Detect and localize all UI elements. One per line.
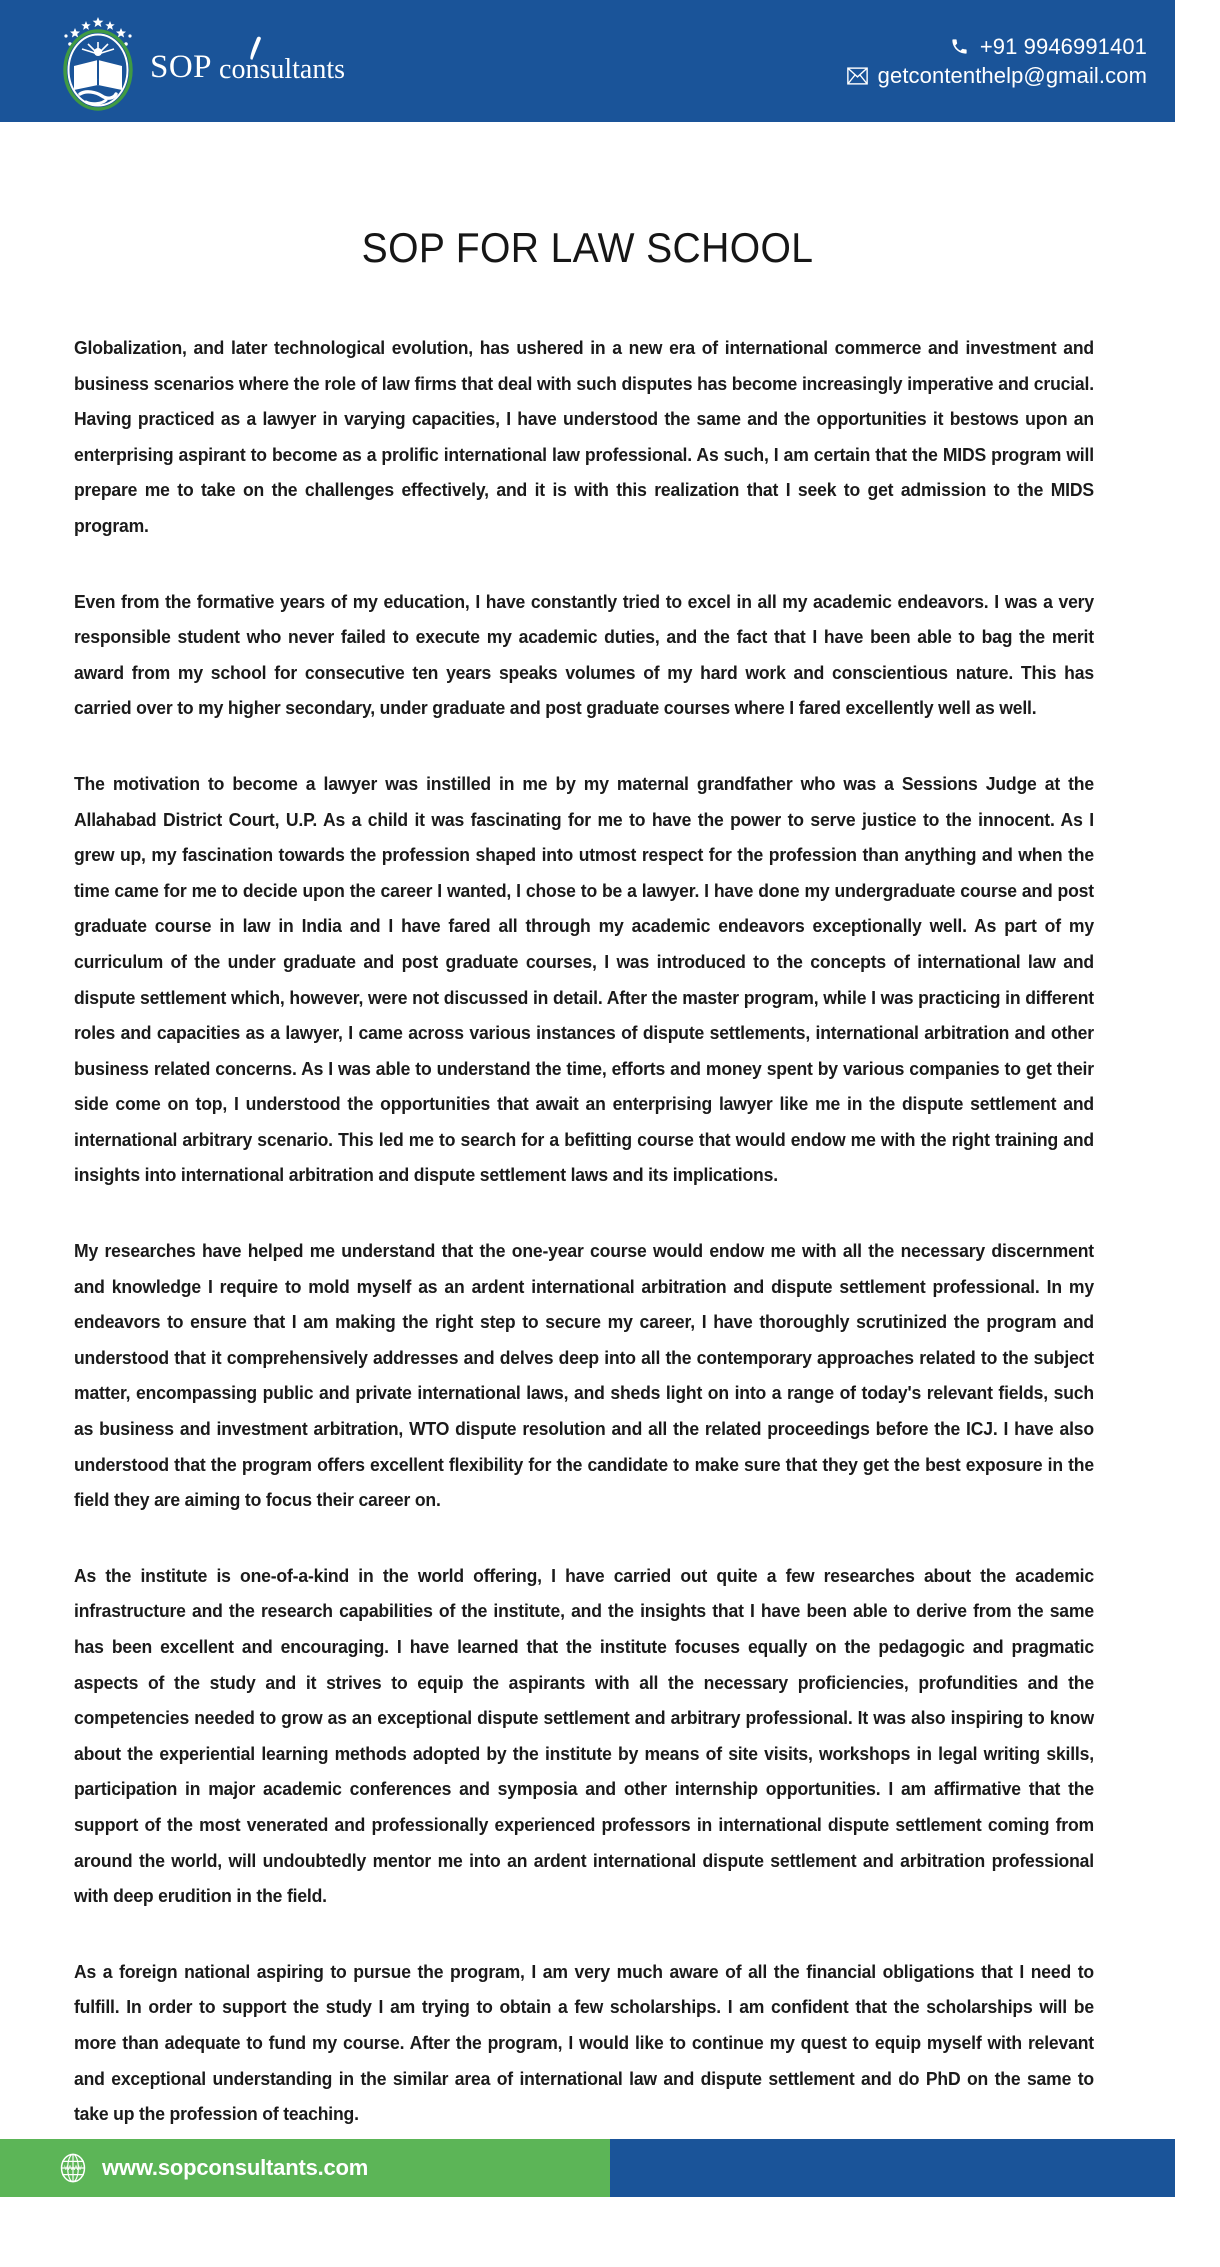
header-contacts <box>847 31 1147 92</box>
contact-email-label: getcontenthelp@gmail.com <box>877 62 1147 88</box>
brand-name-primary: SOP <box>150 48 213 85</box>
contact-email[interactable] <box>847 63 1147 89</box>
phone-icon <box>949 36 971 58</box>
brand-wordmark <box>150 48 346 85</box>
paragraph: My researches have helped me understand that the one-year course would endow me with all the necessary discernment and knowledge I require to mold myself as an ardent international arbitration and dispute settlement professional. In my endeavors to ensure that I am making the right step to secure my career, I have thoroughly scrutinized the program and understood that it comprehensively addresses and delves deep into all the contemporary approaches related to the subject matter, encompassing public and private international laws, and sheds light on into a range of today's relevant fields, such as business and investment arbitration, WTO dispute resolution and all the related proceedings before the ICJ. I have also understood that the program offers excellent flexibility for the candidate to make sure that they get the best exposure in the field they are aiming to focus their career on. <box>74 1240 1094 1511</box>
paragraph: As a foreign national aspiring to pursue the program, I am very much aware of all the financial obligations that I need to fulfill. In order to support the study I am trying to obtain a few scholarships. I am confident that the scholarships will be more than adequate to fund my course. After the program, I would like to continue my quest to equip myself with relevant and exceptional understanding in the similar area of international law and dispute settlement and do PhD on the same to take up the profession of teaching. <box>74 1960 1094 2125</box>
footer-website-bar <box>0 2139 610 2197</box>
globe-www-icon <box>58 2153 88 2183</box>
footer-website-label[interactable]: www.sopconsultants.com <box>102 2155 369 2180</box>
contact-phone[interactable] <box>847 34 1147 60</box>
brand-lockup <box>56 10 345 112</box>
page-title: SOP FOR LAW SCHOOL <box>361 224 814 272</box>
paragraph: Globalization, and later technological evolution, has ushered in a new era of international commerce and investment and business scenarios where the role of law firms that deal with such disputes has become increasingly imperative and crucial. Having practiced as a lawyer in varying capacities, I have understood the same and the opportunities it bestows upon an enterprising aspirant to become as a prolific international law professional. As such, I am certain that the MIDS program will prepare me to take on the challenges effectively, and it is with this realization that I seek to get admission to the MIDS program. <box>74 337 1094 536</box>
svg-text:WWW: WWW <box>64 2165 82 2173</box>
paragraph: As the institute is one-of-a-kind in the world offering, I have carried out quite a few researches about the academic infrastructure and the research capabilities of the institute, and the insights that I have been able to derive from the same has been excellent and encouraging. I have learned that the institute focuses equally on the pedagogic and pragmatic aspects of the study and it strives to equip the aspirants with all the necessary proficiencies, profundities and the competencies needed to grow as an exceptional dispute settlement and arbitrary professional. It was also inspiring to know about the experiential learning methods adopted by the institute by means of site visits, workshops in legal writing skills, participation in major academic conferences and symposia and other internship opportunities. I am affirmative that the support of the most venerated and professionally experienced professors in international dispute settlement coming from around the world, will undoubtedly mentor me into an ardent international dispute settlement and arbitration professional with deep erudition in the field. <box>74 1564 1094 1907</box>
page-footer <box>0 2139 1175 2197</box>
footer-accent-block <box>610 2139 1175 2197</box>
envelope-icon <box>847 65 869 87</box>
paragraph: Even from the formative years of my education, I have constantly tried to excel in all my academic endeavors. I was a very responsible student who never failed to execute my academic duties, and the fact that I have been able to bag the merit award from my school for consecutive ten years speaks volumes of my hard work and conscientious nature. This has carried over to my higher secondary, under graduate and post graduate courses where I fared excellently well as well. <box>74 590 1094 719</box>
brand-name-secondary <box>219 53 346 85</box>
open-book-oval-crest-icon <box>56 10 140 112</box>
document-body <box>74 330 1142 2132</box>
brand-name-secondary-text: consultants <box>219 53 346 85</box>
page-header <box>0 0 1175 122</box>
paragraph: The motivation to become a lawyer was instilled in me by my maternal grandfather who was a Sessions Judge at the Allahabad District Court, U.P. As a child it was fascinating for me to have the power to serve justice to the innocent. As I grew up, my fascination towards the profession shaped into utmost respect for the profession than anything and when the time came for me to decide upon the career I wanted, I chose to be a lawyer. I have done my undergraduate course and post graduate course in law in India and I have fared all through my academic endeavors exceptionally well. As part of my curriculum of the under graduate and post graduate courses, I was introduced to the concepts of international law and dispute settlement which, however, were not discussed in detail. After the master program, while I was practicing in different roles and capacities as a lawyer, I came across various instances of dispute settlements, international arbitration and other business related concerns. As I was able to understand the time, efforts and money spent by various companies to get their side come on top, I understood the opportunities that await an enterprising lawyer like me in the dispute settlement and international arbitrary scenario. This led me to search for a befitting course that would endow me with the right training and insights into international arbitration and dispute settlement laws and its implications. <box>74 772 1094 1186</box>
contact-phone-label: +91 9946991401 <box>979 33 1147 59</box>
